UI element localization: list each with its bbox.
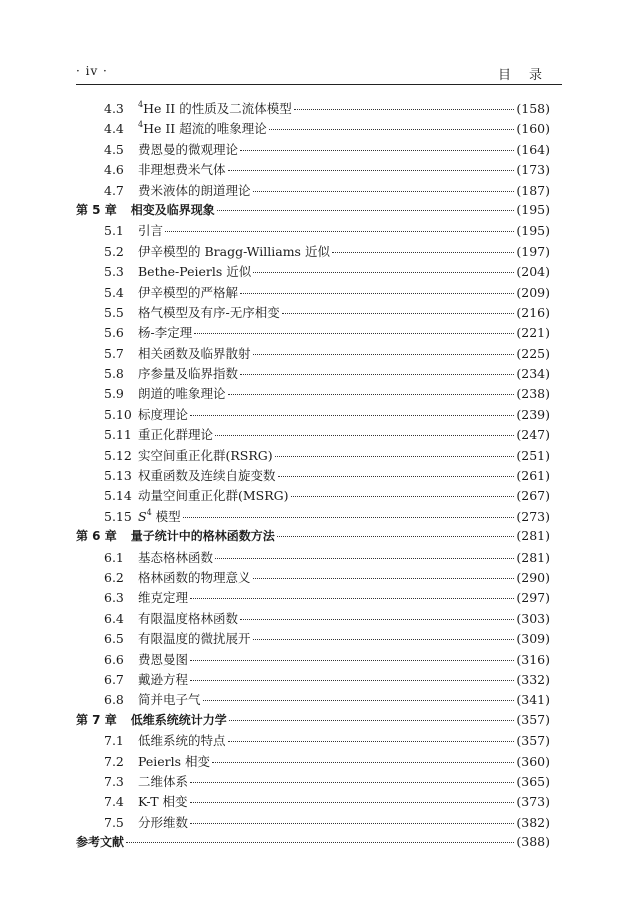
toc-entry-title	[138, 792, 188, 810]
toc-entry-title-text: 非理想费米气体	[138, 162, 226, 178]
dot-leader	[240, 150, 514, 151]
toc-section-entry[interactable]	[76, 405, 550, 425]
toc-entry-page: (239)	[516, 406, 550, 422]
page-number: · iv ·	[76, 64, 108, 78]
toc-entry-page: (225)	[516, 345, 550, 361]
toc-entry-number: 第 7 章	[76, 712, 117, 727]
toc-entry-number: 6.4	[104, 610, 124, 626]
toc-entry-title	[138, 548, 213, 566]
toc-entry-page: (267)	[516, 488, 550, 504]
toc-entry-title-text: 费恩曼图	[138, 651, 189, 667]
toc-references-entry[interactable]	[76, 833, 550, 853]
toc-section-entry[interactable]	[76, 384, 550, 404]
toc-entry-page: (234)	[516, 366, 550, 382]
toc-entry-number: 6.1	[104, 549, 124, 565]
toc-entry-title-text: 参考文献	[76, 835, 125, 850]
page-header	[76, 62, 562, 82]
toc-entry-number: 5.4	[104, 284, 124, 300]
toc-entry-title-text: K-T 相变	[138, 794, 188, 810]
toc-entry-number: 5.14	[104, 488, 132, 504]
toc-entry-page: (281)	[516, 528, 550, 544]
toc-entry-number: 第 5 章	[76, 202, 117, 217]
toc-entry-number: 5.9	[104, 386, 124, 402]
toc-entry-number: 6.7	[104, 671, 124, 687]
toc-entry-page: (160)	[516, 121, 550, 137]
dot-leader	[217, 210, 515, 211]
dot-leader	[190, 598, 514, 599]
toc-entry-title	[138, 446, 273, 464]
toc-entry-title	[138, 629, 251, 647]
toc-entry-number: 6.8	[104, 692, 124, 708]
toc-entry-superscript: 4	[138, 120, 144, 130]
toc-entry-number: 6.5	[104, 631, 124, 647]
toc-section-entry[interactable]	[76, 670, 550, 690]
toc-entry-number: 7.4	[104, 794, 124, 810]
dot-leader	[126, 842, 514, 843]
dot-leader	[240, 374, 514, 375]
toc-entry-title	[138, 181, 251, 199]
toc-entry-title	[138, 344, 251, 362]
dot-leader	[203, 700, 515, 701]
toc-entry-page: (357)	[516, 711, 550, 727]
toc-entry-number: 5.3	[104, 264, 124, 280]
dot-leader	[332, 252, 514, 253]
toc-entry-number: 5.13	[104, 468, 132, 484]
toc-entry-title-text: Bethe-Peierls 近似	[138, 264, 252, 280]
toc-entry-page: (316)	[516, 651, 550, 667]
toc-section-entry[interactable]	[76, 99, 550, 119]
toc-section-entry[interactable]	[76, 425, 550, 445]
toc-section-entry[interactable]	[76, 323, 550, 343]
toc-entry-page: (357)	[516, 733, 550, 749]
toc-section-entry[interactable]	[76, 486, 550, 506]
toc-entry-page: (195)	[516, 201, 550, 217]
toc-entry-title-text: He II 超流的唯象理论	[143, 121, 267, 137]
toc-entry-title	[138, 221, 163, 239]
toc-section-entry[interactable]	[76, 262, 550, 282]
toc-entry-number: 5.1	[104, 223, 124, 239]
toc-entry-page: (309)	[516, 631, 550, 647]
dot-leader	[229, 720, 515, 721]
toc-entry-page: (297)	[516, 590, 550, 606]
dot-leader	[190, 802, 515, 803]
toc-entry-page: (251)	[516, 447, 550, 463]
toc-entry-title	[138, 99, 292, 117]
toc-entry-title-text: 重正化群理论	[138, 427, 214, 443]
toc-entry-page: (281)	[516, 549, 550, 565]
dot-leader	[190, 823, 514, 824]
toc-entry-number: 5.12	[104, 447, 132, 463]
toc-section-entry[interactable]	[76, 792, 550, 812]
toc-entry-title	[138, 323, 192, 341]
dot-leader	[253, 191, 515, 192]
toc-entry-title-text: 权重函数及连续自旋变数	[138, 468, 276, 484]
toc-entry-title-prefix: S	[138, 508, 147, 524]
toc-section-entry[interactable]	[76, 283, 550, 303]
toc-entry-number: 7.3	[104, 773, 124, 789]
toc-entry-superscript: 4	[146, 507, 152, 517]
toc-entry-title-text: 标度理论	[138, 406, 189, 422]
dot-leader	[275, 456, 515, 457]
toc-entry-title	[131, 527, 275, 544]
dot-leader	[240, 293, 514, 294]
toc-entry-number: 6.6	[104, 651, 124, 667]
toc-entry-title-text: 相关函数及临界散射	[138, 345, 251, 361]
toc-entry-page: (209)	[516, 284, 550, 300]
toc-section-entry[interactable]	[76, 181, 550, 201]
toc-chapter-entry[interactable]	[76, 711, 550, 731]
toc-entry-page: (332)	[516, 671, 550, 687]
toc-section-entry[interactable]	[76, 221, 550, 241]
dot-leader	[294, 109, 515, 110]
toc-entry-page: (197)	[516, 243, 550, 259]
dot-leader	[253, 639, 515, 640]
toc-entry-title-text: 二维体系	[138, 773, 189, 789]
toc-entry-title	[76, 833, 124, 850]
toc-entry-title-text: 低维系统统计力学	[130, 712, 227, 727]
toc-entry-number: 6.2	[104, 569, 124, 585]
dot-leader	[228, 394, 515, 395]
toc-entry-title-text: 杨-李定理	[138, 325, 193, 341]
toc-entry-number: 5.7	[104, 345, 124, 361]
toc-entry-page: (341)	[516, 692, 550, 708]
toc-entry-number: 5.15	[104, 508, 132, 524]
toc-entry-page: (195)	[516, 223, 550, 239]
toc-entry-page: (365)	[516, 773, 550, 789]
toc-entry-number: 5.2	[104, 243, 124, 259]
toc-section-entry[interactable]	[76, 446, 550, 466]
table-of-contents	[76, 99, 550, 853]
toc-section-entry[interactable]	[76, 609, 550, 629]
toc-chapter-entry[interactable]	[76, 527, 550, 547]
toc-entry-page: (187)	[516, 182, 550, 198]
toc-entry-title	[138, 772, 188, 790]
toc-entry-title-text: 实空间重正化群(RSRG)	[138, 447, 273, 463]
toc-entry-number: 6.3	[104, 590, 124, 606]
toc-section-entry[interactable]	[76, 119, 550, 139]
dot-leader	[269, 129, 515, 130]
dot-leader	[253, 354, 515, 355]
toc-entry-page: (238)	[516, 386, 550, 402]
toc-entry-title-text: 格林函数的物理意义	[138, 569, 251, 585]
toc-entry-number: 4.6	[104, 162, 124, 178]
dot-leader	[228, 170, 515, 171]
toc-entry-number: 4.4	[104, 121, 124, 137]
toc-section-entry[interactable]	[76, 772, 550, 792]
toc-entry-title	[138, 242, 330, 260]
toc-section-entry[interactable]	[76, 466, 550, 486]
toc-section-entry[interactable]	[76, 752, 550, 772]
toc-entry-page: (373)	[516, 794, 550, 810]
dot-leader	[253, 578, 515, 579]
toc-entry-number: 5.5	[104, 304, 124, 320]
toc-entry-title-text: 费米液体的朗道理论	[138, 182, 251, 198]
toc-entry-title	[131, 711, 227, 728]
toc-section-entry[interactable]	[76, 813, 550, 833]
toc-entry-title	[138, 486, 289, 504]
toc-entry-superscript: 4	[138, 100, 144, 109]
toc-entry-title-text: He II 的性质及二流体模型	[143, 101, 292, 116]
toc-section-entry[interactable]	[76, 364, 550, 384]
toc-entry-title-text: 朗道的唯象理论	[138, 386, 226, 402]
toc-entry-number: 5.6	[104, 325, 124, 341]
dot-leader	[282, 313, 515, 314]
toc-entry-title	[138, 731, 226, 749]
toc-entry-page: (273)	[516, 508, 550, 524]
toc-chapter-entry[interactable]	[76, 201, 550, 221]
dot-leader	[215, 558, 514, 559]
toc-entry-page: (382)	[516, 814, 550, 830]
toc-section-entry[interactable]	[76, 731, 550, 751]
toc-entry-title-text: 有限温度格林函数	[138, 610, 239, 626]
toc-entry-title	[131, 201, 215, 218]
toc-entry-title-text: 低维系统的特点	[138, 733, 226, 749]
toc-entry-number: 7.5	[104, 814, 124, 830]
toc-section-entry[interactable]	[76, 568, 550, 588]
toc-section-entry[interactable]	[76, 160, 550, 180]
toc-entry-title-text: 维克定理	[138, 590, 189, 606]
toc-entry-page: (158)	[516, 101, 550, 116]
toc-entry-title-text: 动量空间重正化群(MSRG)	[138, 488, 289, 504]
running-title: 目录	[497, 68, 560, 83]
toc-entry-page: (290)	[516, 569, 550, 585]
toc-entry-title	[138, 425, 213, 443]
toc-entry-title-text: 模型	[151, 508, 181, 524]
dot-leader	[212, 762, 514, 763]
toc-entry-title-text: 相变及临界现象	[130, 202, 215, 217]
toc-entry-title	[138, 813, 188, 831]
toc-section-entry[interactable]	[76, 242, 550, 262]
dot-leader	[194, 333, 514, 334]
toc-entry-title	[138, 690, 201, 708]
toc-entry-title-text: 有限温度的微扰展开	[138, 631, 251, 647]
toc-entry-title-text: 序参量及临界指数	[138, 366, 239, 382]
toc-entry-title-text: 基态格林函数	[138, 549, 214, 565]
toc-entry-title-text: Peierls 相变	[138, 753, 211, 769]
toc-entry-title-text: 引言	[138, 223, 164, 239]
toc-entry-title	[138, 609, 238, 627]
dot-leader	[228, 741, 515, 742]
toc-entry-number: 4.5	[104, 141, 124, 157]
toc-section-entry[interactable]	[76, 303, 550, 323]
toc-section-entry[interactable]	[76, 629, 550, 649]
toc-entry-title-text: 简并电子气	[138, 692, 201, 708]
toc-entry-page: (303)	[516, 610, 550, 626]
toc-entry-title-text: 伊辛模型的 Bragg-Williams 近似	[138, 243, 330, 259]
toc-entry-number: 4.3	[104, 101, 124, 116]
toc-entry-title	[138, 405, 188, 423]
toc-entry-title-text: 伊辛模型的严格解	[138, 284, 239, 300]
toc-section-entry[interactable]	[76, 548, 550, 568]
toc-entry-title	[138, 466, 276, 484]
toc-entry-title	[138, 119, 267, 137]
dot-leader	[291, 496, 515, 497]
toc-entry-page: (360)	[516, 753, 550, 769]
toc-entry-title	[138, 303, 280, 321]
dot-leader	[165, 231, 514, 232]
toc-entry-title-text: 格气模型及有序-无序相变	[138, 304, 280, 320]
toc-entry-number: 5.11	[104, 427, 132, 443]
header-rule	[76, 84, 562, 85]
toc-entry-title	[138, 670, 188, 688]
toc-entry-title	[138, 650, 188, 668]
dot-leader	[190, 680, 514, 681]
toc-section-entry[interactable]	[76, 588, 550, 608]
toc-entry-title	[138, 140, 238, 158]
toc-entry-page: (164)	[516, 141, 550, 157]
toc-entry-title-text: 费恩曼的微观理论	[138, 141, 239, 157]
toc-entry-number: 7.2	[104, 753, 124, 769]
toc-entry-title	[138, 752, 210, 770]
toc-entry-title	[138, 364, 238, 382]
dot-leader	[190, 782, 514, 783]
toc-entry-page: (388)	[516, 834, 550, 850]
toc-entry-title	[138, 384, 226, 402]
dot-leader	[190, 660, 514, 661]
toc-section-entry[interactable]	[76, 140, 550, 160]
toc-entry-title	[138, 262, 251, 280]
toc-entry-title	[138, 568, 251, 586]
dot-leader	[277, 536, 515, 537]
dot-leader	[278, 476, 515, 477]
toc-section-entry[interactable]	[76, 344, 550, 364]
dot-leader	[240, 619, 514, 620]
toc-entry-page: (204)	[516, 264, 550, 280]
toc-entry-page: (247)	[516, 427, 550, 443]
dot-leader	[190, 415, 514, 416]
toc-entry-page: (216)	[516, 304, 550, 320]
toc-section-entry[interactable]	[76, 507, 550, 527]
toc-entry-title-text: 分形维数	[138, 814, 189, 830]
toc-entry-number: 7.1	[104, 733, 124, 749]
toc-entry-title	[138, 507, 181, 525]
toc-section-entry[interactable]	[76, 690, 550, 710]
toc-entry-number: 5.8	[104, 366, 124, 382]
toc-entry-title-text: 戴逊方程	[138, 671, 189, 687]
toc-entry-number: 5.10	[104, 406, 132, 422]
toc-entry-number: 4.7	[104, 182, 124, 198]
toc-entry-page: (173)	[516, 162, 550, 178]
toc-entry-number: 第 6 章	[76, 529, 117, 544]
dot-leader	[183, 517, 515, 518]
toc-section-entry[interactable]	[76, 650, 550, 670]
dot-leader	[253, 272, 514, 273]
toc-entry-title	[138, 283, 238, 301]
toc-entry-page: (261)	[516, 468, 550, 484]
dot-leader	[215, 435, 514, 436]
toc-entry-title	[138, 588, 188, 606]
toc-entry-title	[138, 160, 226, 178]
toc-entry-title-text: 量子统计中的格林函数方法	[130, 529, 275, 544]
toc-entry-page: (221)	[516, 325, 550, 341]
